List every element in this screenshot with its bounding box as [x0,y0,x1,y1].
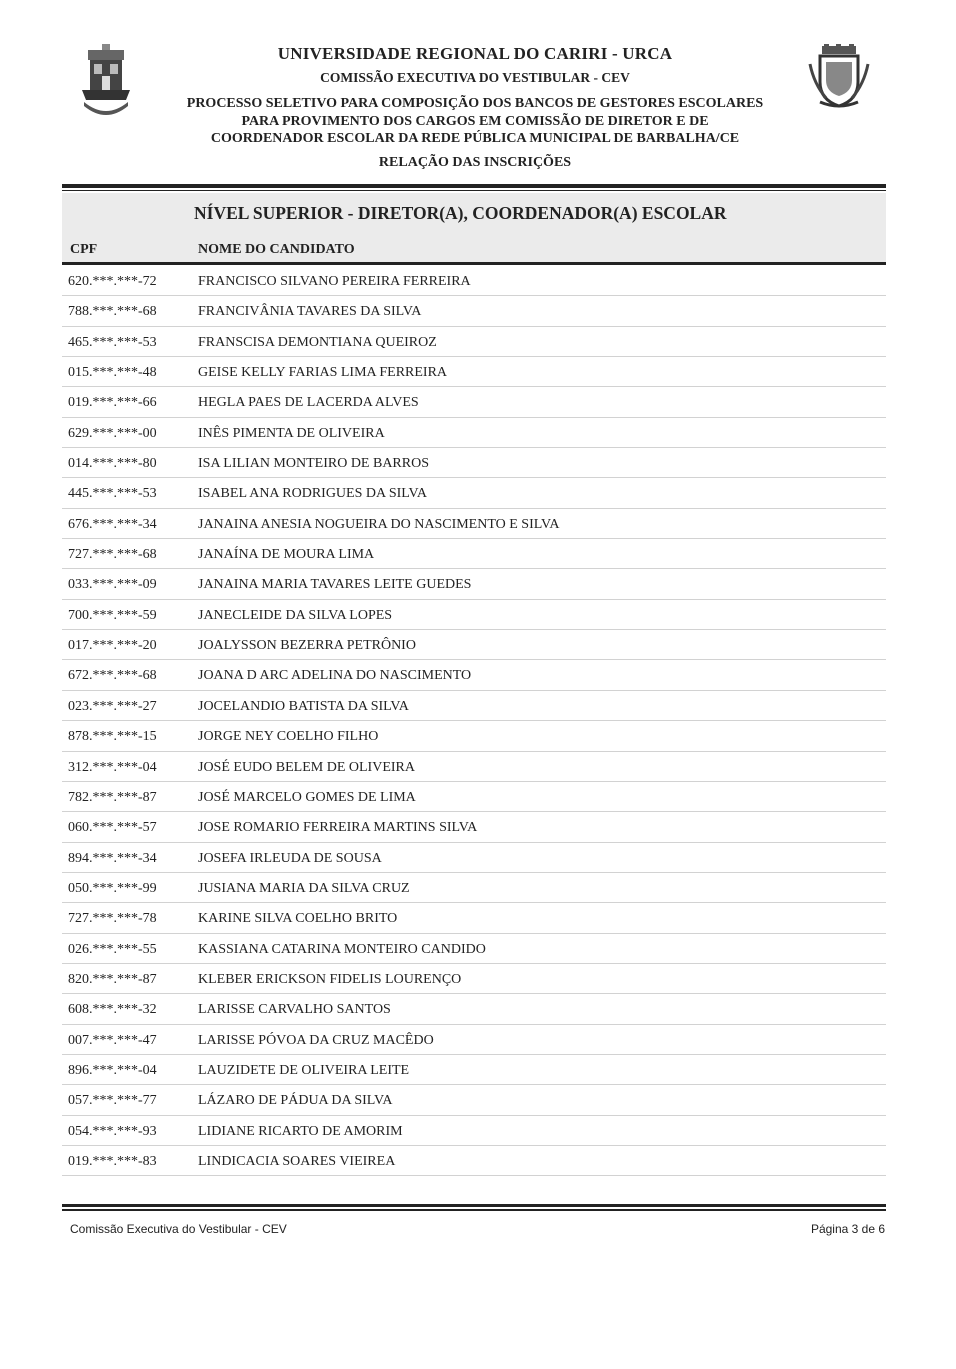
table-row [62,1085,886,1115]
name-cell: FRANSCISA DEMONTIANA QUEIROZ [198,334,437,350]
cpf-cell: 896.***.***-04 [68,1062,157,1078]
name-cell: JOSE ROMARIO FERREIRA MARTINS SILVA [198,820,478,836]
name-cell: ISA LILIAN MONTEIRO DE BARROS [198,456,429,472]
name-cell: JOSÉ EUDO BELEM DE OLIVEIRA [198,759,415,775]
table-row [62,964,886,994]
column-header-cpf: CPF [70,242,98,257]
name-cell: JUSIANA MARIA DA SILVA CRUZ [198,880,410,896]
cpf-cell: 608.***.***-32 [68,1002,157,1018]
table-row [62,387,886,417]
table-row [62,934,886,964]
cpf-cell: 060.***.***-57 [68,820,157,836]
cpf-cell: 727.***.***-78 [68,911,157,927]
process-line-1: PROCESSO SELETIVO PARA COMPOSIÇÃO DOS BANCOS DE GESTORES ESCOLARES [186,96,764,111]
cpf-cell: 023.***.***-27 [68,698,157,714]
barbalha-coat-of-arms-icon [806,44,872,110]
bottom-divider-thin [62,1209,886,1211]
cpf-cell: 017.***.***-20 [68,638,157,654]
table-row [62,296,886,326]
table-row [62,812,886,842]
cpf-cell: 788.***.***-68 [68,304,157,320]
name-cell: FRANCISCO SILVANO PEREIRA FERREIRA [198,274,471,289]
name-cell: JOSEFA IRLEUDA DE SOUSA [198,850,382,866]
cpf-cell: 676.***.***-34 [68,516,157,532]
table-row [62,539,886,569]
table-row [62,509,886,539]
name-cell: JANAÍNA DE MOURA LIMA [198,547,375,563]
header-divider [62,262,886,265]
name-cell: KARINE SILVA COELHO BRITO [198,911,398,927]
name-cell: JOSÉ MARCELO GOMES DE LIMA [198,789,416,805]
cpf-cell: 878.***.***-15 [68,729,157,745]
cpf-cell: 033.***.***-09 [68,577,157,593]
table-row [62,418,886,448]
table-row [62,873,886,903]
name-cell: JOANA D ARC ADELINA DO NASCIMENTO [198,668,472,684]
footer-page-number: Página 3 de 6 [810,1222,885,1236]
candidate-table [62,266,886,1176]
cpf-cell: 019.***.***-66 [68,395,157,411]
table-row [62,266,886,296]
cpf-cell: 054.***.***-93 [68,1123,157,1139]
urca-logo-icon [80,44,132,120]
cpf-cell: 019.***.***-83 [68,1153,157,1169]
table-row [62,448,886,478]
cpf-cell: 700.***.***-59 [68,607,157,623]
cpf-cell: 312.***.***-04 [68,759,157,775]
table-row [62,478,886,508]
name-cell: KASSIANA CATARINA MONTEIRO CANDIDO [198,941,486,957]
name-cell: KLEBER ERICKSON FIDELIS LOURENÇO [198,971,462,987]
cpf-cell: 782.***.***-87 [68,789,157,805]
name-cell: JOALYSSON BEZERRA PETRÔNIO [198,638,416,654]
cpf-cell: 014.***.***-80 [68,456,157,472]
process-description [150,95,800,148]
cpf-cell: 465.***.***-53 [68,334,157,350]
name-cell: LIDIANE RICARTO DE AMORIM [198,1123,403,1139]
cpf-cell: 026.***.***-55 [68,941,157,957]
name-cell: ISABEL ANA RODRIGUES DA SILVA [198,486,427,502]
cpf-cell: 672.***.***-68 [68,668,157,684]
name-cell: JANECLEIDE DA SILVA LOPES [198,607,393,623]
name-cell: JANAINA ANESIA NOGUEIRA DO NASCIMENTO E SILVA [198,516,560,532]
name-cell: INÊS PIMENTA DE OLIVEIRA [198,425,385,441]
cpf-cell: 820.***.***-87 [68,971,157,987]
name-cell: LAUZIDETE DE OLIVEIRA LEITE [198,1062,410,1078]
cpf-cell: 727.***.***-68 [68,547,157,563]
table-row [62,782,886,812]
name-cell: HEGLA PAES DE LACERDA ALVES [198,395,419,411]
name-cell: LINDICACIA SOARES VIEIREA [198,1153,396,1169]
level-title: NÍVEL SUPERIOR - DIRETOR(A), COORDENADOR(A) ESCOLAR [194,203,727,223]
cpf-cell: 007.***.***-47 [68,1032,157,1048]
table-row [62,569,886,599]
table-row [62,660,886,690]
name-cell: GEISE KELLY FARIAS LIMA FERREIRA [198,365,448,381]
name-cell: LÁZARO DE PÁDUA DA SILVA [198,1093,393,1109]
university-title: UNIVERSIDADE REGIONAL DO CARIRI - URCA [277,44,673,63]
name-cell: JORGE NEY COELHO FILHO [198,729,379,745]
table-row [62,327,886,357]
footer-commission: Comissão Executiva do Vestibular - CEV [70,1222,287,1236]
name-cell: LARISSE CARVALHO SANTOS [198,1002,391,1018]
top-divider-thin [62,190,886,191]
table-row [62,721,886,751]
table-row [62,600,886,630]
cpf-cell: 629.***.***-00 [68,425,157,441]
list-title: RELAÇÃO DAS INSCRIÇÕES [378,155,572,170]
top-divider-thick [62,184,886,188]
cpf-cell: 050.***.***-99 [68,880,157,896]
process-line-2: PARA PROVIMENTO DOS CARGOS EM COMISSÃO DE DIRETOR E DE [241,113,709,129]
table-row [62,1116,886,1146]
table-row [62,691,886,721]
commission-subtitle: COMISSÃO EXECUTIVA DO VESTIBULAR - CEV [320,70,630,85]
cpf-cell: 445.***.***-53 [68,486,157,502]
table-row [62,1055,886,1085]
name-cell: JANAINA MARIA TAVARES LEITE GUEDES [198,577,472,593]
name-cell: LARISSE PÓVOA DA CRUZ MACÊDO [198,1032,434,1048]
table-row [62,752,886,782]
bottom-divider-thick [62,1204,886,1207]
cpf-cell: 015.***.***-48 [68,365,157,381]
cpf-cell: 894.***.***-34 [68,850,157,866]
table-row [62,843,886,873]
name-cell: FRANCIVÂNIA TAVARES DA SILVA [198,304,422,320]
column-header-name: NOME DO CANDIDATO [198,242,355,257]
cpf-cell: 620.***.***-72 [68,274,157,289]
name-cell: JOCELANDIO BATISTA DA SILVA [198,698,409,714]
table-row [62,994,886,1024]
table-row [62,1025,886,1055]
table-row [62,630,886,660]
cpf-cell: 057.***.***-77 [68,1093,157,1109]
process-line-3: COORDENADOR ESCOLAR DA REDE PÚBLICA MUNICIPAL DE BARBALHA/CE [210,131,740,146]
table-row [62,1146,886,1176]
table-row [62,903,886,933]
table-row [62,357,886,387]
